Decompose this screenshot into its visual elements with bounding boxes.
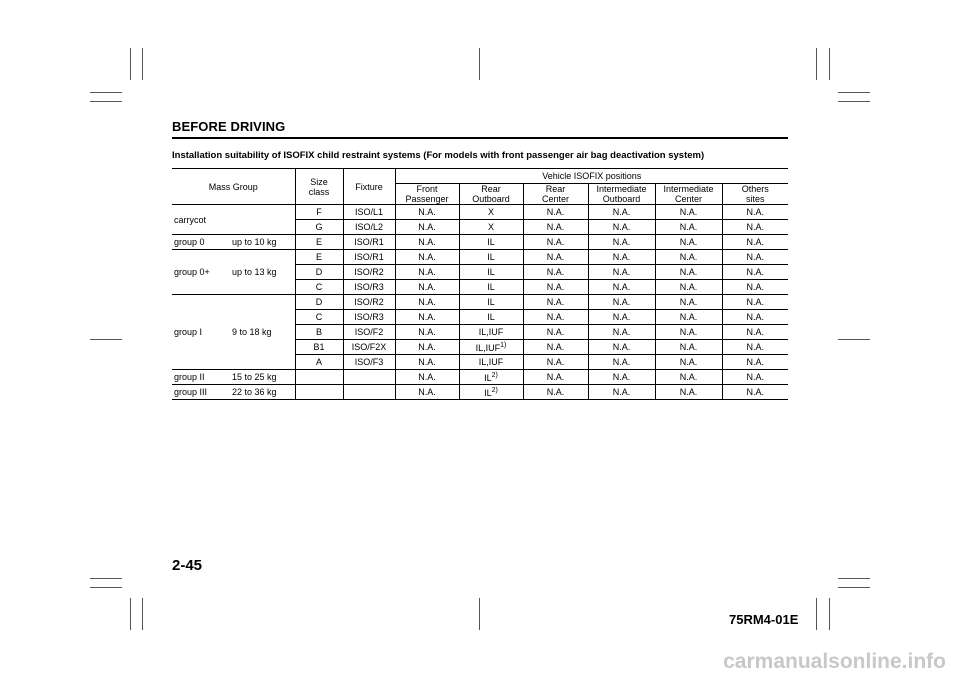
position-value-cell [655, 310, 722, 325]
position-value-cell [588, 220, 655, 235]
position-value: N.A. [746, 207, 765, 217]
header-rule [172, 137, 788, 139]
group-name: carrycot [174, 214, 207, 225]
table-row [172, 250, 788, 265]
position-value-cell [395, 265, 459, 280]
size-class-cell: G [295, 220, 343, 235]
crop-mark [838, 92, 870, 93]
position-value: N.A. [546, 267, 565, 277]
position-value: N.A. [612, 357, 631, 367]
position-value: N.A. [746, 297, 765, 307]
position-value: N.A. [679, 387, 698, 397]
position-value-cell [722, 250, 788, 265]
fixture-cell: ISO/R2 [343, 295, 395, 310]
position-value: N.A. [612, 312, 631, 322]
crop-mark [838, 101, 870, 102]
group-weight: up to 10 kg [232, 237, 277, 247]
position-value-cell [523, 295, 588, 310]
position-value: IL,IUF [478, 357, 504, 367]
crop-mark [142, 598, 143, 630]
position-value-cell [722, 370, 788, 385]
position-value-cell [395, 385, 459, 400]
position-value: X [487, 222, 494, 232]
position-value-cell [655, 370, 722, 385]
page-number: 2-45 [172, 557, 203, 574]
crop-mark [142, 48, 143, 80]
position-value-cell [395, 370, 459, 385]
position-value-cell [588, 235, 655, 250]
position-value: N.A. [746, 252, 765, 262]
fixture-cell: ISO/L2 [343, 220, 395, 235]
position-value-cell [523, 220, 588, 235]
position-value-cell [722, 385, 788, 400]
position-value: IL [487, 252, 495, 262]
position-value: IL [487, 267, 495, 277]
size-class-cell: F [295, 205, 343, 220]
group-name: group I [174, 327, 203, 337]
crop-mark [816, 48, 817, 80]
position-value-cell [588, 310, 655, 325]
group-weight: 15 to 25 kg [232, 372, 277, 382]
crop-mark [829, 598, 830, 630]
fixture-cell: ISO/R2 [343, 265, 395, 280]
position-value: N.A. [746, 282, 765, 292]
position-value: N.A. [746, 342, 765, 352]
header-position: Rear Center [523, 184, 588, 205]
position-value: N.A. [679, 237, 698, 247]
size-class-cell [295, 385, 343, 400]
header-position: Others sites [722, 184, 788, 205]
position-value-cell [588, 265, 655, 280]
position-value-cell [655, 205, 722, 220]
position-value: N.A. [612, 372, 631, 382]
position-value: N.A. [679, 297, 698, 307]
position-value-cell [523, 385, 588, 400]
position-value: N.A. [612, 237, 631, 247]
position-value: N.A. [546, 282, 565, 292]
table-row [172, 370, 788, 385]
mass-group-cell [172, 385, 295, 400]
fixture-cell [343, 385, 395, 400]
fixture-cell [343, 370, 395, 385]
position-value: N.A. [546, 207, 565, 217]
position-value: N.A. [746, 312, 765, 322]
position-value-cell [395, 325, 459, 340]
size-class-cell: A [295, 355, 343, 370]
position-value-cell [655, 355, 722, 370]
position-value-cell [588, 325, 655, 340]
position-value: N.A. [612, 387, 631, 397]
position-value-cell [588, 370, 655, 385]
position-value: N.A. [612, 267, 631, 277]
position-value-cell [655, 295, 722, 310]
position-value-cell [523, 250, 588, 265]
position-value: N.A. [546, 297, 565, 307]
position-value: N.A. [679, 252, 698, 262]
position-value-cell [395, 235, 459, 250]
position-value-cell [722, 295, 788, 310]
position-value-cell [459, 325, 523, 340]
mass-group-cell [172, 370, 295, 385]
position-value-cell [523, 235, 588, 250]
header-position: Intermediate Outboard [588, 184, 655, 205]
position-value-cell [523, 280, 588, 295]
group-name: group 0+ [174, 267, 210, 277]
position-value: N.A. [679, 342, 698, 352]
crop-mark [829, 48, 830, 80]
position-value-cell [523, 310, 588, 325]
position-value-cell [459, 340, 523, 355]
position-value: N.A. [418, 222, 436, 232]
position-value-cell [588, 385, 655, 400]
crop-mark [838, 339, 870, 340]
position-value: N.A. [746, 387, 765, 397]
position-value: N.A. [418, 267, 436, 277]
position-value: N.A. [546, 237, 565, 247]
position-value-cell [655, 235, 722, 250]
position-value: N.A. [612, 297, 631, 307]
position-value-cell [655, 220, 722, 235]
size-class-cell: C [295, 310, 343, 325]
fixture-cell: ISO/R1 [343, 250, 395, 265]
crop-mark [90, 101, 122, 102]
fixture-cell: ISO/F2 [343, 325, 395, 340]
position-value: N.A. [612, 222, 631, 232]
mass-group-cell [172, 235, 295, 250]
fixture-cell: ISO/F3 [343, 355, 395, 370]
fixture-cell: ISO/R3 [343, 310, 395, 325]
position-value: N.A. [418, 372, 436, 382]
position-value-cell [523, 340, 588, 355]
fixture-cell: ISO/R3 [343, 280, 395, 295]
crop-mark [838, 587, 870, 588]
position-value: IL [484, 373, 492, 383]
table-row [172, 205, 788, 220]
crop-mark [130, 598, 131, 630]
group-name: group 0 [174, 237, 205, 247]
watermark: carmanualsonline.info [723, 650, 946, 673]
crop-mark [90, 92, 122, 93]
position-value: N.A. [679, 267, 698, 277]
position-value-cell [395, 310, 459, 325]
position-value-cell [588, 340, 655, 355]
position-value: IL [487, 237, 495, 247]
crop-mark [90, 578, 122, 579]
position-value-cell [523, 325, 588, 340]
position-value: N.A. [546, 372, 565, 382]
crop-mark [90, 587, 122, 588]
position-value: N.A. [418, 297, 436, 307]
position-value-cell [459, 220, 523, 235]
position-value: N.A. [546, 327, 565, 337]
position-value: IL,IUF [475, 343, 501, 353]
position-value: N.A. [679, 222, 698, 232]
mass-group-cell [172, 205, 295, 235]
table-row [172, 235, 788, 250]
footnote-marker: 1) [500, 342, 507, 349]
position-value-cell [523, 265, 588, 280]
position-value-cell [459, 205, 523, 220]
header-position: Intermediate Center [655, 184, 722, 205]
table-caption: Installation suitability of ISOFIX child restraint systems (For models with front passenger air bag deactivation system) [172, 150, 705, 161]
group-weight: 22 to 36 kg [232, 387, 277, 397]
group-name: group III [174, 387, 208, 397]
position-value: N.A. [746, 327, 765, 337]
position-value: IL [484, 388, 492, 398]
position-value: N.A. [546, 342, 565, 352]
position-value-cell [722, 265, 788, 280]
header-position: Rear Outboard [459, 184, 523, 205]
header-mass-group: Mass Group [172, 169, 295, 205]
position-value: N.A. [418, 237, 436, 247]
position-value-cell [395, 205, 459, 220]
position-value: N.A. [679, 207, 698, 217]
position-value-cell [395, 355, 459, 370]
position-value-cell [459, 370, 523, 385]
position-value: N.A. [612, 342, 631, 352]
footnote-marker: 2) [491, 387, 498, 394]
position-value-cell [459, 385, 523, 400]
crop-mark [479, 48, 480, 80]
position-value-cell [655, 280, 722, 295]
position-value: N.A. [418, 327, 436, 337]
position-value: N.A. [679, 372, 698, 382]
position-value: N.A. [679, 312, 698, 322]
header-size-class: Size class [295, 169, 343, 205]
position-value: N.A. [418, 252, 436, 262]
position-value-cell [459, 265, 523, 280]
position-value: N.A. [612, 327, 631, 337]
position-value-cell [588, 205, 655, 220]
isofix-suitability-table [172, 168, 788, 400]
header-position: Front Passenger [395, 184, 459, 205]
fixture-cell: ISO/L1 [343, 205, 395, 220]
mass-group-cell [172, 295, 295, 370]
footnote-marker: 2) [491, 372, 498, 379]
position-value: N.A. [746, 372, 765, 382]
crop-mark [816, 598, 817, 630]
table-row [172, 385, 788, 400]
header-vehicle-positions: Vehicle ISOFIX positions [395, 169, 788, 184]
position-value: N.A. [746, 357, 765, 367]
position-value: IL,IUF [478, 327, 504, 337]
position-value: N.A. [679, 357, 698, 367]
position-value: N.A. [418, 282, 436, 292]
position-value-cell [459, 250, 523, 265]
position-value: N.A. [546, 222, 565, 232]
position-value-cell [655, 385, 722, 400]
fixture-cell: ISO/R1 [343, 235, 395, 250]
crop-mark [90, 339, 122, 340]
crop-mark [479, 598, 480, 630]
position-value: N.A. [418, 207, 436, 217]
position-value-cell [655, 340, 722, 355]
position-value: N.A. [679, 327, 698, 337]
position-value-cell [588, 295, 655, 310]
position-value-cell [523, 205, 588, 220]
position-value-cell [459, 280, 523, 295]
position-value: N.A. [418, 387, 436, 397]
position-value: IL [487, 297, 495, 307]
position-value-cell [395, 250, 459, 265]
position-value-cell [722, 310, 788, 325]
position-value: N.A. [612, 252, 631, 262]
header-fixture: Fixture [343, 169, 395, 205]
position-value-cell [588, 250, 655, 265]
position-value: N.A. [746, 222, 765, 232]
size-class-cell: B1 [295, 340, 343, 355]
section-title: BEFORE DRIVING [172, 119, 286, 134]
position-value: N.A. [746, 237, 765, 247]
position-value: N.A. [546, 387, 565, 397]
position-value: N.A. [612, 207, 631, 217]
position-value: N.A. [546, 357, 565, 367]
size-class-cell [295, 370, 343, 385]
group-weight: up to 13 kg [232, 267, 277, 277]
size-class-cell: C [295, 280, 343, 295]
size-class-cell: E [295, 250, 343, 265]
position-value-cell [395, 220, 459, 235]
fixture-cell: ISO/F2X [343, 340, 395, 355]
size-class-cell: D [295, 295, 343, 310]
table-row [172, 295, 788, 310]
position-value-cell [459, 235, 523, 250]
position-value: N.A. [679, 282, 698, 292]
position-value-cell [722, 205, 788, 220]
position-value-cell [655, 250, 722, 265]
mass-group-cell [172, 250, 295, 295]
position-value: N.A. [612, 282, 631, 292]
document-code: 75RM4-01E [729, 612, 799, 627]
crop-mark [130, 48, 131, 80]
position-value-cell [459, 310, 523, 325]
position-value: N.A. [418, 357, 436, 367]
position-value-cell [722, 340, 788, 355]
size-class-cell: E [295, 235, 343, 250]
position-value-cell [722, 220, 788, 235]
position-value-cell [722, 325, 788, 340]
position-value: N.A. [546, 252, 565, 262]
size-class-cell: B [295, 325, 343, 340]
position-value-cell [722, 235, 788, 250]
size-class-cell: D [295, 265, 343, 280]
position-value-cell [655, 325, 722, 340]
group-weight: 9 to 18 kg [232, 327, 272, 337]
position-value-cell [722, 280, 788, 295]
position-value: X [487, 207, 494, 217]
position-value: IL [487, 312, 495, 322]
position-value-cell [523, 370, 588, 385]
position-value-cell [395, 280, 459, 295]
position-value-cell [395, 340, 459, 355]
crop-mark [838, 578, 870, 579]
position-value: IL [487, 282, 495, 292]
position-value-cell [395, 295, 459, 310]
position-value-cell [459, 295, 523, 310]
position-value-cell [722, 355, 788, 370]
position-value-cell [588, 355, 655, 370]
group-name: group II [174, 372, 205, 382]
position-value: N.A. [546, 312, 565, 322]
position-value-cell [655, 265, 722, 280]
position-value: N.A. [746, 267, 765, 277]
position-value: N.A. [418, 312, 436, 322]
position-value-cell [588, 280, 655, 295]
position-value-cell [459, 355, 523, 370]
position-value-cell [523, 355, 588, 370]
position-value: N.A. [418, 342, 436, 352]
